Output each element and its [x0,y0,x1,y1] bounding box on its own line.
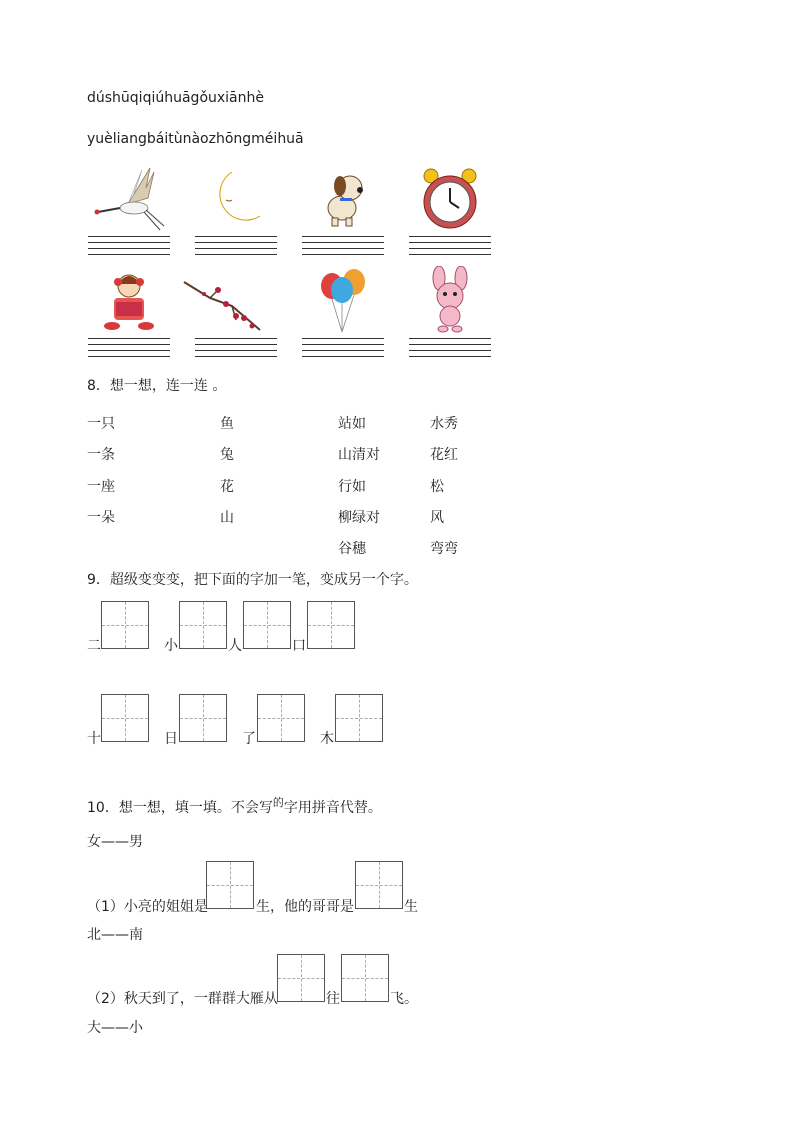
q8-left-item[interactable]: 一朵 [87,510,115,526]
q8-left-item[interactable]: 一只 [87,416,115,432]
q9-char: 人 [228,638,242,654]
antonym-pair: 女——男 [87,834,143,850]
q10-title-text: 10．想一想，填一填。不会写 [87,800,273,816]
writing-lines[interactable] [88,338,170,360]
tian-grid-box[interactable] [179,601,227,649]
q9-char: 十 [87,731,101,747]
tian-grid-box[interactable] [341,954,389,1002]
tian-grid-box[interactable] [277,954,325,1002]
q8-phrase-item[interactable]: 柳绿对 [338,510,380,526]
q9-char: 口 [292,638,306,654]
antonym-pair: 北——南 [87,927,143,943]
writing-lines[interactable] [88,236,170,258]
q8-phrase-item[interactable]: 站如 [338,416,366,432]
q8-match-item[interactable]: 花红 [430,447,458,463]
q9-title: 9．超级变变变，把下面的字加一笔，变成另一个字。 [87,572,418,588]
q8-match-item[interactable]: 水秀 [430,416,458,432]
balloons-icon [316,266,398,334]
q8-match-item[interactable]: 风 [430,510,444,526]
q8-phrase-item[interactable]: 山清对 [338,447,380,463]
tian-grid-box[interactable] [355,861,403,909]
crane-icon [88,164,170,232]
tian-grid-box[interactable] [335,694,383,742]
q8-match-item[interactable]: 松 [430,479,444,495]
q8-match-item[interactable]: 弯弯 [430,541,458,557]
q10-sentence-2-mid: 往 [326,991,340,1007]
q10-sentence-1-mid: 生，他的哥哥是 [256,899,354,915]
q8-right-item[interactable]: 兔 [220,447,234,463]
tian-grid-box[interactable] [243,601,291,649]
q10-sentence-1-start: （1）小亮的姐姐是 [87,899,208,915]
q10-sentence-2-end: 飞。 [390,991,418,1007]
q8-phrase-item[interactable]: 谷穗 [338,541,366,557]
writing-lines[interactable] [409,338,491,360]
q10-title [87,796,382,817]
writing-lines[interactable] [195,338,277,360]
dog-icon [302,164,384,232]
q8-phrase-item[interactable]: 行如 [338,479,366,495]
moon-icon [196,164,278,232]
q8-title: 8．想一想，连一连 。 [87,378,227,394]
q10-title-text-end: 字用拼音代替。 [283,800,382,816]
tian-grid-box[interactable] [307,601,355,649]
q8-right-item[interactable]: 鱼 [220,416,234,432]
q8-right-item[interactable]: 山 [220,510,234,526]
tian-grid-box[interactable] [206,861,254,909]
girl-reading-icon [88,268,170,336]
q10-sentence-2-start: （2）秋天到了，一群群大雁从 [87,991,278,1007]
q9-char: 日 [164,731,178,747]
writing-lines[interactable] [409,236,491,258]
antonym-pair: 大——小 [87,1020,143,1036]
q8-left-item[interactable]: 一座 [87,479,115,495]
q9-char: 木 [320,731,334,747]
q8-right-item[interactable]: 花 [220,479,234,495]
plum-blossom-icon [180,276,262,344]
q8-left-item[interactable]: 一条 [87,447,115,463]
tian-grid-box[interactable] [179,694,227,742]
tian-grid-box[interactable] [101,601,149,649]
q10-title-sup: 的 [272,796,284,809]
q9-char: 二 [87,638,101,654]
writing-lines[interactable] [302,338,384,360]
writing-lines[interactable] [195,236,277,258]
pinyin-line-1: dúshūqiqiúhuāgǒuxiānhè [87,90,264,106]
writing-lines[interactable] [302,236,384,258]
q10-sentence-1-end: 生 [404,899,418,915]
q9-char: 了 [242,731,256,747]
alarm-clock-icon [409,164,491,232]
rabbit-icon [409,266,491,334]
tian-grid-box[interactable] [101,694,149,742]
pinyin-line-2: yuèliangbáitùnàozhōngméihuā [87,131,304,147]
tian-grid-box[interactable] [257,694,305,742]
q9-char: 小 [164,638,178,654]
